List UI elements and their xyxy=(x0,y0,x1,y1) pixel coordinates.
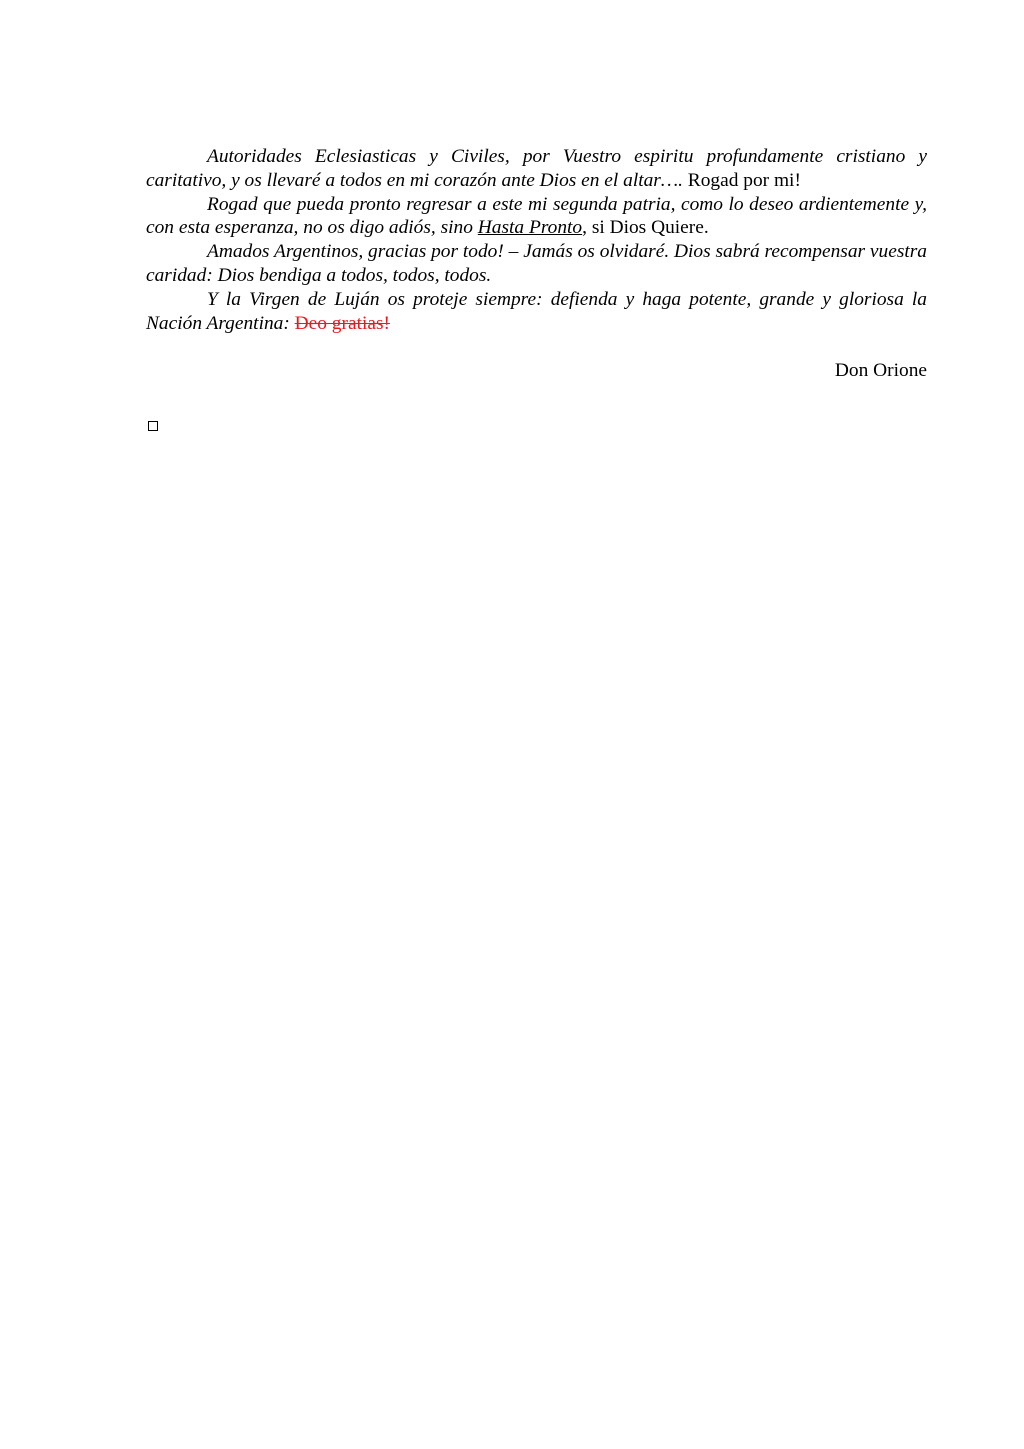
paragraph-3 xyxy=(146,240,927,288)
paragraph-1-plain: Rogad por mi! xyxy=(682,169,801,191)
paragraph-2-underlined: Hasta Pronto xyxy=(477,217,583,239)
paragraph-2-plain: , si Dios Quiere. xyxy=(582,217,709,239)
paragraph-2 xyxy=(146,193,927,241)
paragraph-4-strikethrough: Deo gratias! xyxy=(294,312,390,334)
paragraph-1 xyxy=(146,145,927,193)
paragraph-4-italic: Y la Virgen de Luján os proteje siempre: defienda y haga potente, grande y gloriosa la Nación Argentina: xyxy=(146,288,927,334)
signature: Don Orione xyxy=(834,360,927,381)
paragraph-3-italic: Amados Argentinos, gracias por todo! – Jamás os olvidaré. Dios sabrá recompensar vuestra caridad: Dios bendiga a todos, todos, todos. xyxy=(146,241,927,286)
letter-body xyxy=(146,145,927,335)
paragraph-1-italic: Autoridades Eclesiasticas y Civiles, por Vuestro espiritu profundamente cristiano y caritativo, y os llevaré a todos en mi corazón ante Dios en el altar…. xyxy=(146,146,927,191)
paragraph-2-italic: Rogad que pueda pronto regresar a este mi segunda patria, como lo deseo ardientemente y, con esta esperanza, no os digo adiós, sino xyxy=(146,193,927,239)
paragraph-4 xyxy=(146,288,927,336)
checkbox-square-icon xyxy=(148,421,158,431)
